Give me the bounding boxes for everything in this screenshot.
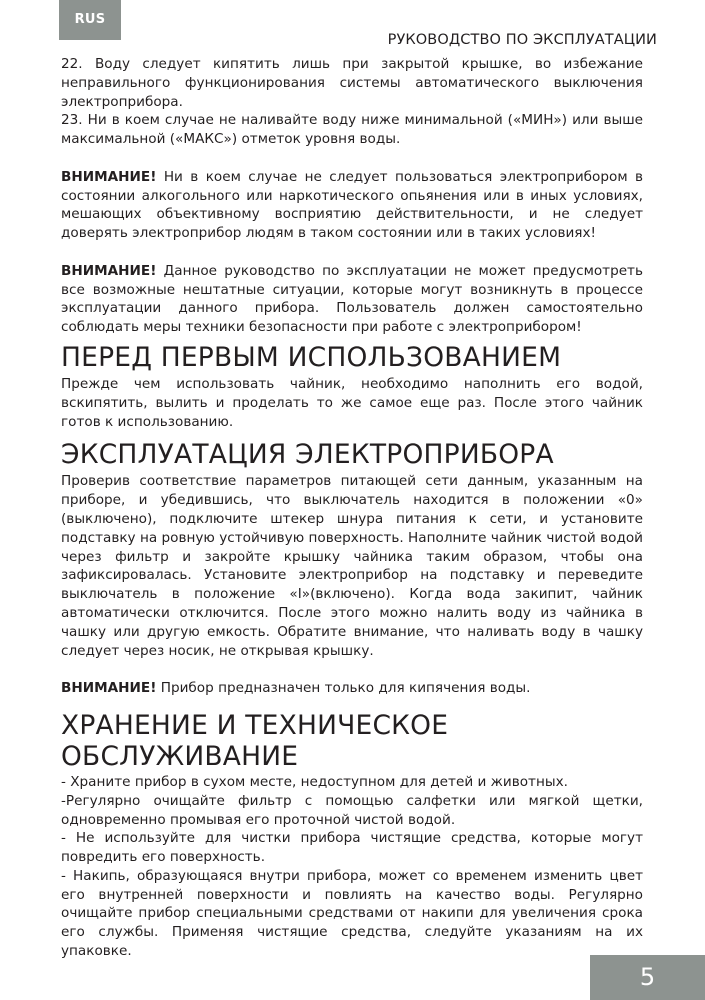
page-content (61, 55, 643, 961)
section-heading-operation: ЭКСПЛУАТАЦИЯ ЭЛЕКТРОПРИБОРА (61, 439, 554, 471)
warning-paragraph-1 (61, 168, 643, 243)
operation-warning (61, 679, 643, 698)
warning-label: ВНИМАНИЕ! (61, 680, 157, 697)
heading-line: ХРАНЕНИЕ И ТЕХНИЧЕСКОЕ (61, 709, 449, 741)
first-use-paragraph: Прежде чем использовать чайник, необходимо наполнить его водой, вскипятить, вылить и проделать то же самое еще раз. После этого чайник готов к использованию. (61, 375, 643, 430)
storage-item: - Накипь, образующаяся внутри прибора, может со временем изменить цвет его внутренней поверхности и повлиять на качество воды. Регулярно очищайте прибор специальными средствами от накипи для увеличения срока его службы. Применяя чистящие средства, следуйте указаниям на их упаковке. (61, 867, 643, 960)
warning-label: ВНИМАНИЕ! (61, 168, 157, 185)
heading-line: ОБСЛУЖИВАНИЕ (61, 740, 299, 772)
paragraph-gap (61, 660, 643, 679)
instruction-22: 22. Воду следует кипятить лишь при закрытой крышке, во избежание неправильного функционирования системы автоматического выключения электроприбора. (61, 56, 643, 110)
storage-item: - Храните прибор в сухом месте, недоступном для детей и животных. (61, 773, 568, 790)
storage-item: -Регулярно очищайте фильтр с помощью салфетки или мягкой щетки, одновременно промывая его проточной чистой водой. (61, 792, 643, 828)
running-header: РУКОВОДСТВО ПО ЭКСПЛУАТАЦИИ (387, 32, 657, 48)
instruction-23: 23. Ни в коем случае не наливайте воду ниже минимальной («МИН») или выше максимальной («МАКС») отметок уровня воды. (61, 112, 643, 148)
section-heading-storage (61, 710, 643, 772)
warning-label: ВНИМАНИЕ! (61, 262, 157, 279)
paragraph-gap (61, 243, 643, 262)
language-tab: RUS (59, 0, 121, 40)
warning-paragraph-2 (61, 262, 643, 337)
warning-text: Прибор предназначен только для кипячения воды. (156, 680, 531, 697)
warning-text: Данное руководство по эксплуатации не может предусмотреть все возможные нештатные ситуации, которые могут возникнуть в процессе эксплуатации данного прибора. Пользователь должен самостоятельно соблюдать меры техники безопасности при работе с электроприбором! (61, 262, 643, 336)
warning-text: Ни в коем случае не следует пользоваться электроприбором в состоянии алкогольного или наркотического опьянения или в иных условиях, мешающих объективному восприятию действительности, и не следует доверять электроприбор людям в таком состоянии или в таких условиях! (61, 168, 643, 242)
storage-item: - Не используйте для чистки прибора чистящие средства, которые могут повредить его поверхность. (61, 830, 643, 866)
section-heading-first-use: ПЕРЕД ПЕРВЫМ ИСПОЛЬЗОВАНИЕМ (61, 341, 562, 373)
paragraph-gap (61, 149, 643, 168)
operation-paragraph: Проверив соответствие параметров питающей сети данным, указанным на приборе, и убедившись, что выключатель находится в положении «0» (выключено), подключите штекер шнура питания к сети, и установите подставку на ровную устойчивую поверхность. Наполните чайник чистой водой через фильтр и закройте крышку чайника таким образом, чтобы она зафиксировалась. Установите электроприбор на подставку и переведите выключатель в положение «I»(включено). Когда вода закипит, чайник автоматически отключится. После этого можно налить воду из чайника в чашку или другую емкость. Обратите внимание, что наливать воду в чашку следует через носик, не открывая крышку. (61, 473, 643, 659)
page-number: 5 (590, 955, 705, 1000)
